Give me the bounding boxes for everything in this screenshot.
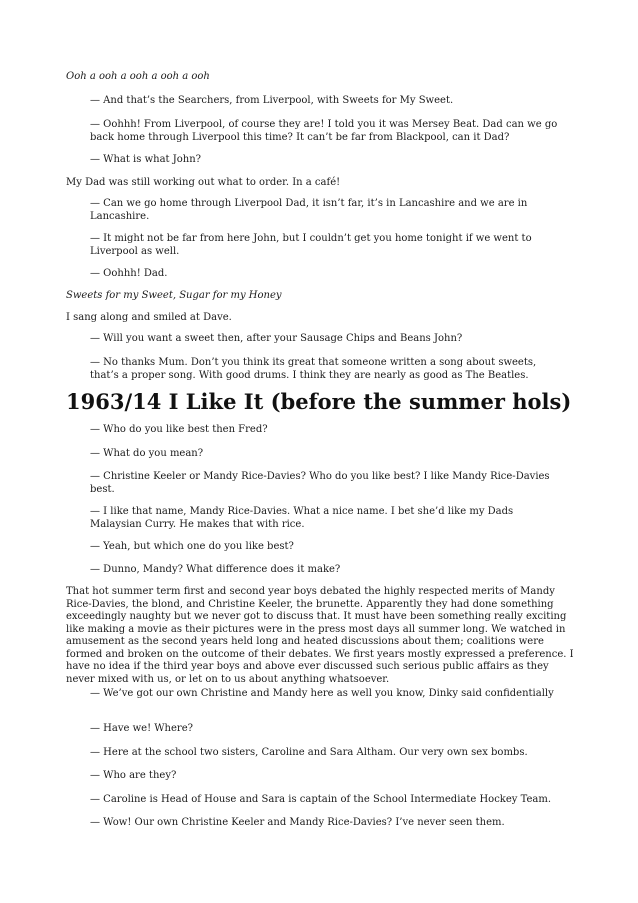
dialogue-line: — Wow! Our own Christine Keeler and Mandy Rice-Davies? I’ve never seen them. <box>90 817 505 828</box>
dialogue-line: — Have we! Where? <box>90 723 193 734</box>
dialogue-line: — Oohhh! Dad. <box>90 268 168 279</box>
narrative-paragraph: I sang along and smiled at Dave. <box>66 312 232 323</box>
dialogue-line: — Will you want a sweet then, after your Sausage Chips and Beans John? <box>90 333 463 344</box>
dialogue-line: — And that’s the Searchers, from Liverpool, with Sweets for My Sweet. <box>90 95 454 106</box>
dialogue-line: — No thanks Mum. Don’t you think its great that someone written a song about sweets, that’s a proper song. With good drums. I think they are nearly as good as The Beatles. <box>90 357 537 381</box>
dialogue-line: — Caroline is Head of House and Sara is captain of the School Intermediate Hockey Team. <box>90 794 552 805</box>
dialogue-line: — What do you mean? <box>90 448 204 459</box>
dialogue-line: — We’ve got our own Christine and Mandy here as well you know, Dinky said confidentially <box>90 688 554 699</box>
narrative-paragraph: My Dad was still working out what to order. In a café! <box>66 177 341 188</box>
dialogue-line: — Christine Keeler or Mandy Rice-Davies? Who do you like best? I like Mandy Rice-Davies best. <box>90 471 550 495</box>
dialogue-line: — Who do you like best then Fred? <box>90 424 268 435</box>
dialogue-line: — Can we go home through Liverpool Dad, it isn’t far, it’s in Lancashire and we are in Lancashire. <box>90 198 528 222</box>
dialogue-line: — I like that name, Mandy Rice-Davies. What a nice name. I bet she’d like my Dads Malaysian Curry. He makes that with rice. <box>90 506 514 530</box>
lyric-line: Ooh a ooh a ooh a ooh a ooh <box>66 71 210 82</box>
dialogue-line: — Who are they? <box>90 770 177 781</box>
dialogue-line: — Dunno, Mandy? What difference does it make? <box>90 564 341 575</box>
dialogue-line: — Yeah, but which one do you like best? <box>90 541 294 552</box>
dialogue-line: — Oohhh! From Liverpool, of course they are! I told you it was Mersey Beat. Dad can we go back home through Liverpool this time? It can’t be far from Blackpool, can it Dad? <box>90 119 558 143</box>
dialogue-line: — It might not be far from here John, but I couldn’t get you home tonight if we went to Liverpool as well. <box>90 233 532 257</box>
lyric-line: Sweets for my Sweet, Sugar for my Honey <box>66 290 282 301</box>
narrative-paragraph: That hot summer term first and second year boys debated the highly respected merits of Mandy Rice-Davies, the blond, and Christine Keeler, the brunette. Apparently they had done something exceedingly naughty but we never got to discuss that. It must have been something really exciting like making a movie as their pictures were in the press most days all summer long. We watched in amusement as the second years held long and heated discussions about them; coalitions were formed and broken on the outcome of their debates. We first years mostly expressed a preference. I have no idea if the third year boys and above ever discussed such serious public affairs as they never mixed with us, or let on to us about anything whatsoever. <box>66 586 574 685</box>
dialogue-line: — What is what John? <box>90 154 201 165</box>
dialogue-line: — Here at the school two sisters, Caroline and Sara Altham. Our very own sex bombs. <box>90 747 528 758</box>
section-heading: 1963/14 I Like It (before the summer hols) <box>66 389 572 414</box>
